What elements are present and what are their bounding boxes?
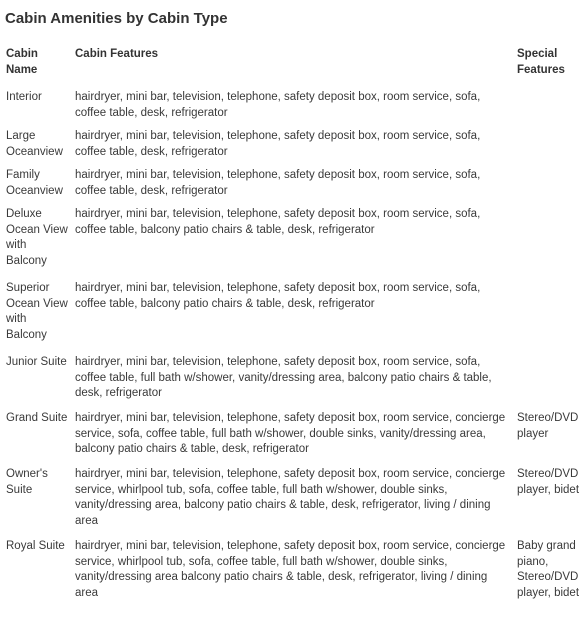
cabin-name: Family Oceanview: [6, 169, 63, 197]
special-features: [513, 166, 586, 205]
cabin-name: Royal Suite: [6, 540, 65, 552]
cabin-name: Superior Ocean View with Balcony: [6, 282, 68, 341]
amenities-table: [2, 44, 586, 609]
cabin-features: hairdryer, mini bar, television, telephone, safety deposit box, room service, sofa, coffee table, balcony patio chairs & table, desk, refrigerator: [75, 282, 481, 310]
cabin-name: Large Oceanview: [6, 130, 63, 158]
cabin-name: Owner's Suite: [6, 468, 48, 496]
table-row: [2, 537, 586, 609]
cabin-features: hairdryer, mini bar, television, telephone, safety deposit box, room service, sofa, coffee table, desk, refrigerator: [75, 130, 481, 158]
cabin-features: hairdryer, mini bar, television, telephone, safety deposit box, room service, concierge service, sofa, coffee table, full bath w/shower, double sinks, vanity/dressing area, balcony patio chairs & table, desk, refrigerator: [75, 412, 506, 455]
table-row: [2, 409, 586, 465]
cabin-features: hairdryer, mini bar, television, telephone, safety deposit box, room service, sofa, coffee table, balcony patio chairs & table, desk, refrigerator: [75, 208, 481, 236]
cabin-features: hairdryer, mini bar, television, telephone, safety deposit box, room service, sofa, coffee table, full bath w/shower, vanity/dressing area, balcony patio chairs & table, desk, refrigerator: [75, 356, 492, 399]
special-features: [513, 279, 586, 353]
table-row: [2, 353, 586, 409]
page-title: Cabin Amenities by Cabin Type: [5, 10, 228, 27]
special-features: [513, 88, 586, 127]
special-features: [513, 353, 586, 409]
cabin-name: Interior: [6, 91, 42, 103]
table-row: [2, 205, 586, 279]
cabin-name: Junior Suite: [6, 356, 67, 368]
table-row: [2, 465, 586, 537]
cabin-name: Grand Suite: [6, 412, 68, 424]
special-features: [513, 127, 586, 166]
column-header-special-features: Special Features: [517, 48, 565, 76]
table-row: [2, 279, 586, 353]
table-header-row: [2, 44, 586, 88]
special-features: Stereo/DVD player: [517, 412, 579, 440]
column-header-cabin-features: Cabin Features: [75, 48, 159, 60]
table-row: [2, 127, 586, 166]
special-features: [513, 205, 586, 279]
cabin-features: hairdryer, mini bar, television, telephone, safety deposit box, room service, concierge service, whirlpool tub, sofa, coffee table, full bath w/shower, double sinks, vanity/dressing area, balcony patio chairs & table, desk, refrigerator, living / dining area: [75, 468, 506, 527]
cabin-features: hairdryer, mini bar, television, telephone, safety deposit box, room service, sofa, coffee table, desk, refrigerator: [75, 91, 481, 119]
special-features: Baby grand piano, Stereo/DVD player, bidet: [517, 540, 580, 599]
cabin-features: hairdryer, mini bar, television, telephone, safety deposit box, room service, concierge service, whirlpool tub, sofa, coffee table, full bath w/shower, double sinks, vanity/dressing area balcony patio chairs & table, desk, refrigerator, living / dining area: [75, 540, 506, 599]
column-header-cabin-name: Cabin Name: [6, 48, 38, 76]
special-features: Stereo/DVD player, bidet: [517, 468, 580, 496]
cabin-name: Deluxe Ocean View with Balcony: [6, 208, 68, 267]
cabin-features: hairdryer, mini bar, television, telephone, safety deposit box, room service, sofa, coffee table, desk, refrigerator: [75, 169, 481, 197]
table-row: [2, 166, 586, 205]
table-row: [2, 88, 586, 127]
